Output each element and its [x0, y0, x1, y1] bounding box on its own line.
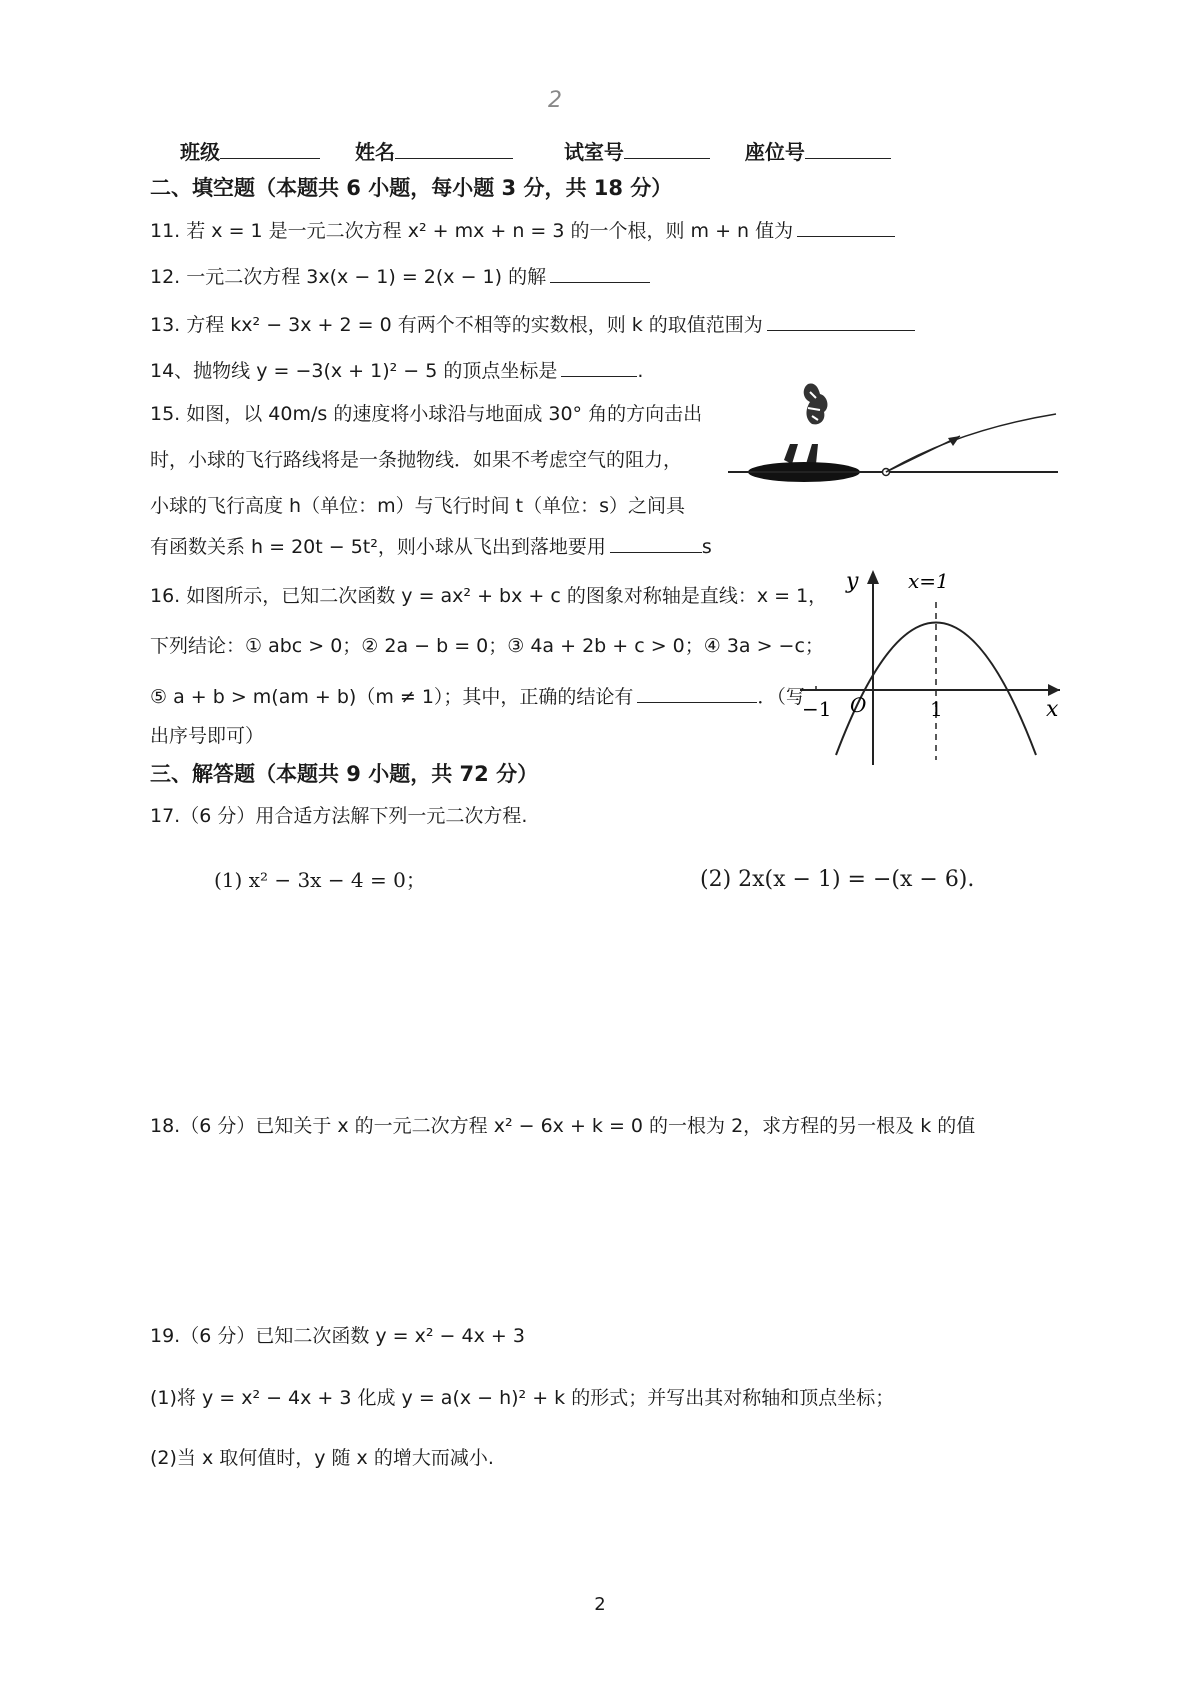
q14-period: . [637, 360, 644, 382]
q11-text: 11. 若 x = 1 是一元二次方程 x² + mx + n = 3 的一个根，则 m + n 值为 [150, 220, 794, 242]
q12-answer-blank[interactable] [550, 260, 650, 283]
q16-parabola-graph [790, 560, 1080, 770]
margin-scribble: 2 [548, 88, 562, 113]
q15-unit: s [701, 536, 712, 558]
q14-answer-blank[interactable] [561, 354, 637, 377]
x-axis-label: x [1046, 697, 1059, 722]
q17-answer-area[interactable] [150, 906, 1050, 1106]
name-field [355, 136, 513, 165]
q13-answer-blank[interactable] [767, 308, 915, 331]
room-field [564, 136, 710, 165]
section2-title: 二、填空题（本题共 6 小题，每小题 3 分，共 18 分） [150, 176, 673, 200]
class-blank[interactable] [220, 136, 320, 159]
q17-part-2: (2) 2x(x − 1) = −(x − 6). [700, 867, 975, 892]
seat-field [745, 136, 891, 165]
origin-label: O [850, 693, 867, 717]
q15-golfer-figure [728, 380, 1058, 520]
q15-text: 有函数关系 h = 20t − 5t²，则小球从飞出到落地要用 [150, 536, 606, 558]
question-17: 17.（6 分）用合适方法解下列一元二次方程. [150, 805, 528, 827]
student-info-header [180, 136, 919, 165]
flight-path [886, 414, 1056, 472]
room-blank[interactable] [624, 136, 710, 159]
tick-neg-one: −1 [802, 697, 832, 721]
q14-text: 14、抛物线 y = −3(x + 1)² − 5 的顶点坐标是 [150, 360, 558, 382]
name-blank[interactable] [395, 136, 513, 159]
golfer-icon [784, 383, 827, 464]
q11-answer-blank[interactable] [797, 214, 895, 237]
q15-line-3: 小球的飞行高度 h（单位：m）与飞行时间 t（单位：s）之间具 [150, 495, 685, 517]
q13-text: 13. 方程 kx² − 3x + 2 = 0 有两个不相等的实数根，则 k 的取值范围为 [150, 314, 763, 336]
question-11 [150, 214, 895, 245]
question-12 [150, 260, 650, 291]
room-label: 试室号 [563, 140, 624, 164]
question-19: 19.（6 分）已知二次函数 y = x² − 4x + 3 [150, 1325, 525, 1347]
q16-answer-blank[interactable] [637, 680, 757, 703]
section3-title: 三、解答题（本题共 9 小题，共 72 分） [150, 762, 539, 786]
q18-answer-area[interactable] [150, 1150, 1050, 1310]
q15-line-1: 15. 如图，以 40m/s 的速度将小球沿与地面成 30° 角的方向击出 [150, 403, 703, 425]
q12-text: 12. 一元二次方程 3x(x − 1) = 2(x − 1) 的解 [150, 266, 547, 288]
question-18: 18.（6 分）已知关于 x 的一元二次方程 x² − 6x + k = 0 的一根为 2，求方程的另一根及 k 的值 [150, 1115, 976, 1137]
page-number: 2 [594, 1594, 606, 1615]
q15-answer-blank[interactable] [610, 530, 702, 553]
q16-text: ⑤ a + b > m(am + b)（m ≠ 1）；其中，正确的结论有 [150, 686, 634, 708]
q16-tail: ．（写 [757, 686, 805, 708]
launch-direction-arrow [886, 436, 960, 472]
symmetry-axis-label: x=1 [908, 569, 949, 593]
q16-line-3 [150, 680, 805, 711]
question-14 [150, 354, 643, 385]
seat-blank[interactable] [805, 136, 891, 159]
seat-label: 座位号 [744, 140, 805, 164]
name-label: 姓名 [354, 140, 395, 164]
q15-line-2: 时，小球的飞行路线将是一条抛物线．如果不考虑空气的阻力， [150, 449, 683, 471]
tick-one: 1 [930, 697, 943, 721]
q16-line-2: 下列结论：① abc > 0；② 2a − b = 0；③ 4a + 2b + c > 0；④ 3a > −c； [150, 635, 824, 657]
class-field [180, 136, 320, 165]
q19-part-1: (1)将 y = x² − 4x + 3 化成 y = a(x − h)² + k 的形式；并写出其对称轴和顶点坐标； [150, 1387, 895, 1409]
y-axis-label: y [846, 569, 859, 594]
class-label: 班级 [180, 140, 220, 164]
q15-line-4 [150, 530, 712, 561]
q16-line-4: 出序号即可） [150, 725, 265, 747]
question-13 [150, 308, 915, 339]
q19-answer-area[interactable] [150, 1480, 1050, 1580]
q19-part-2: (2)当 x 取何值时，y 随 x 的增大而减小. [150, 1447, 494, 1469]
q16-line-1: 16. 如图所示，已知二次函数 y = ax² + bx + c 的图象对称轴是直线：x = 1， [150, 585, 828, 607]
q17-part-1: (1) x² − 3x − 4 = 0； [214, 868, 426, 892]
